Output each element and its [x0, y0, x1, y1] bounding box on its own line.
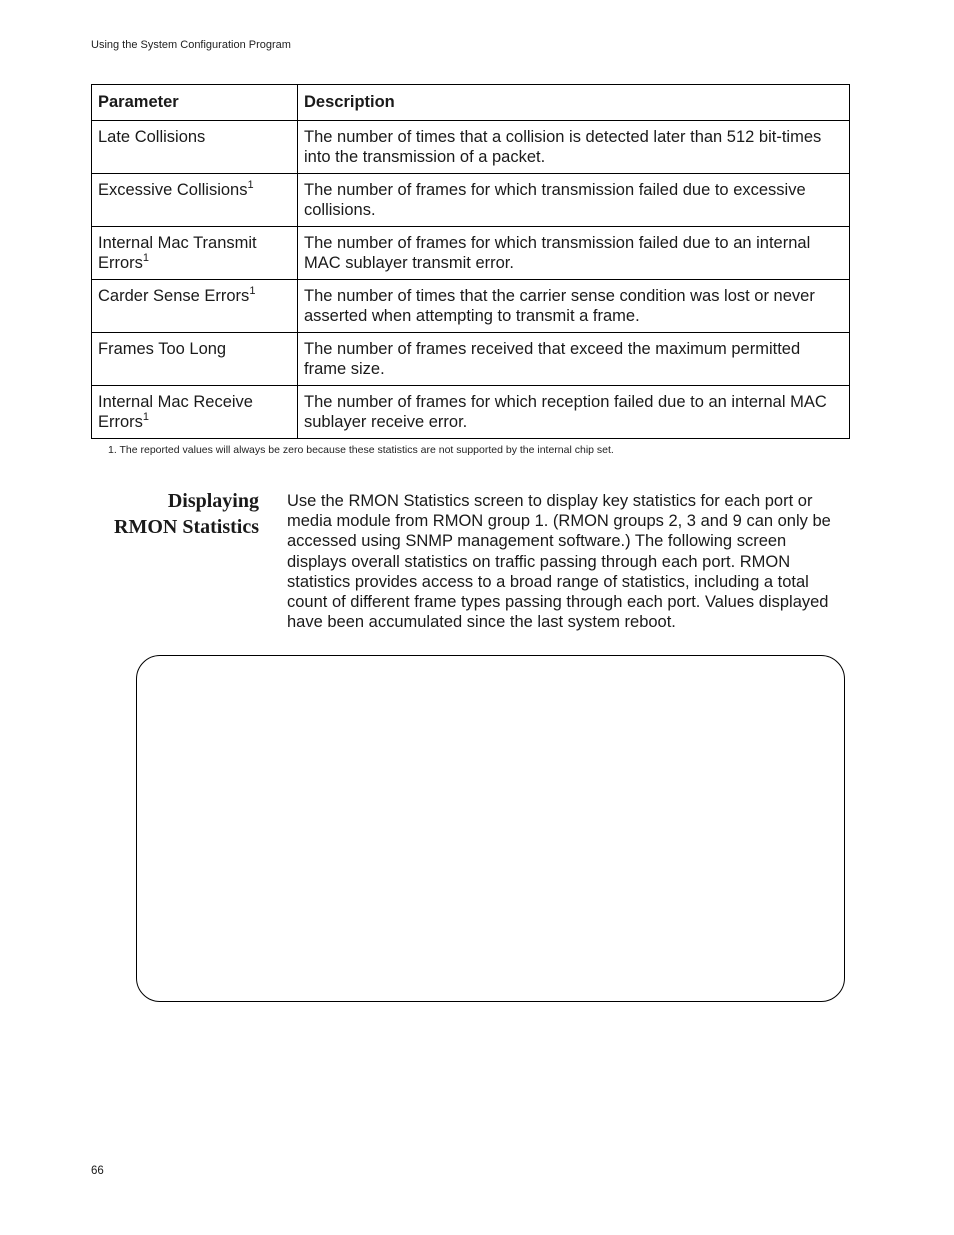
description-cell: The number of times that a collision is detected later than 512 bit-times into the transmission of a packet.: [298, 121, 850, 174]
section-body-text: Use the RMON Statistics screen to display key statistics for each port or media module from RMON group 1. (RMON groups 2, 3 and 9 can only be accessed using SNMP management software.) The following screen displays overall statistics on traffic passing through each port. RMON statistics provides access to a broad range of statistics, including a total count of different frame types passing through each port. Values displayed have been accumulated since the last system reboot.: [287, 492, 831, 632]
footnote-marker: 1: [249, 285, 256, 297]
table-row: [92, 121, 850, 174]
footnote-marker: 1: [142, 252, 150, 264]
parameter-cell: [92, 121, 298, 174]
table-header-row: [92, 85, 850, 121]
running-header: Using the System Configuration Program: [91, 39, 291, 51]
section-heading: [90, 488, 259, 540]
table-row: [92, 333, 850, 386]
description-cell: The number of frames received that exceed the maximum permitted frame size.: [298, 333, 850, 386]
parameter-name: Excessive Collisions: [98, 181, 248, 199]
parameter-name: Internal Mac Receive Errors: [98, 393, 253, 431]
footnote-marker: 1: [142, 411, 150, 423]
table-row: [92, 174, 850, 227]
parameter-cell: [92, 227, 298, 280]
parameter-cell: [92, 333, 298, 386]
parameter-name: Internal Mac Transmit Errors: [98, 234, 257, 272]
table-row: [92, 280, 850, 333]
description-cell: The number of frames for which transmission failed due to an internal MAC sublayer transmit error.: [298, 227, 850, 280]
page-number: 66: [91, 1165, 104, 1177]
description-cell: The number of frames for which transmission failed due to excessive collisions.: [298, 174, 850, 227]
footnote-marker: 1: [247, 179, 254, 191]
table-row: [92, 386, 850, 439]
parameter-cell: [92, 280, 298, 333]
parameter-table: [91, 84, 850, 439]
description-cell: The number of times that the carrier sense condition was lost or never asserted when attempting to transmit a frame.: [298, 280, 850, 333]
parameter-name: Carder Sense Errors: [98, 287, 250, 305]
parameter-name: Frames Too Long: [98, 340, 227, 358]
parameter-cell: [92, 174, 298, 227]
header-description: Description: [298, 85, 850, 121]
parameter-cell: [92, 386, 298, 439]
table-row: [92, 227, 850, 280]
header-parameter: Parameter: [92, 85, 298, 121]
section-heading-line-1: Displaying: [167, 490, 259, 512]
screen-capture-frame: [136, 655, 845, 1002]
parameter-name: Late Collisions: [98, 128, 206, 146]
table-footnote: 1. The reported values will always be zero because these statistics are not supported by the internal chip set.: [108, 444, 614, 456]
description-cell: The number of frames for which reception failed due to an internal MAC sublayer receive error.: [298, 386, 850, 439]
section-heading-line-2: RMON Statistics: [114, 516, 259, 538]
